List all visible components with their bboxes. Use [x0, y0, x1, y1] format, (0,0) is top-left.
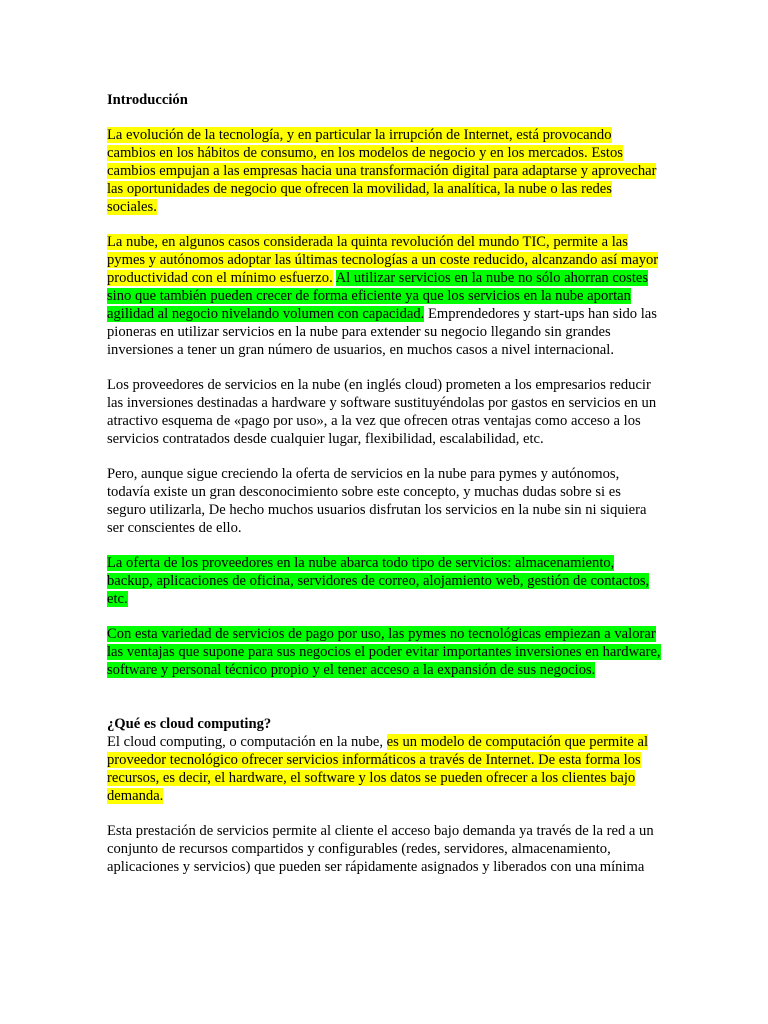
spacer — [107, 537, 663, 554]
highlight-yellow: La evolución de la tecnología, y en particular la irrupción de Internet, está provocando cambios en los hábitos de consumo, en los modelos de negocio y en los mercados. Estos cambios empujan a las empresas hacia una transformación digital para adaptarse y aprovechar las oportunidades de negocio que ofrecen la movilidad, la analítica, la nube o las redes sociales. — [107, 127, 657, 215]
spacer — [107, 216, 663, 233]
plain-text: Emprendedores y start-ups han sido las pioneras en utilizar servicios en la nube para extender su negocio llegando sin grandes inversiones a tener un gran número de usuarios, en muchos casos a nivel internacional. — [107, 306, 657, 358]
paragraph-prestacion: Esta prestación de servicios permite al cliente el acceso bajo demanda ya través de la red a un conjunto de recursos compartidos y configurables (redes, servidores, almacenamiento, aplicaciones y servicios) que pueden ser rápidamente asignados y liberados con una mínima — [107, 823, 654, 875]
heading-que-es-cloud-computing: ¿Qué es cloud computing? — [107, 716, 272, 732]
highlight-yellow: es un modelo de computación que permite al proveedor tecnológico ofrecer servicios informáticos a través de Internet. De esta forma los recursos, es decir, el hardware, el software y los datos se pueden ofrecer a los clientes bajo demanda. — [107, 734, 649, 804]
spacer — [107, 448, 663, 465]
highlight-green: Con esta variedad de servicios de pago por uso, las pymes no tecnológicas empiezan a valorar las ventajas que supone para sus negocios el poder evitar importantes inversiones en hardware, software y personal técnico propio y el tener acceso a la expansión de sus negocios. — [107, 626, 661, 678]
document-page — [107, 91, 663, 876]
spacer — [107, 359, 663, 376]
spacer — [107, 805, 663, 822]
plain-text: El cloud computing, o computación en la nube, — [107, 734, 387, 750]
highlight-green: Al utilizar servicios en la nube no sólo ahorran costes sino que también pueden crecer de forma eficiente ya que los servicios en la nube aportan agilidad al negocio nivelando volumen con capacidad. — [107, 270, 649, 322]
paragraph-pero: Pero, aunque sigue creciendo la oferta de servicios en la nube para pymes y autónomos, todavía existe un gran desconocimiento sobre este concepto, y muchas dudas sobre si es seguro utilizarla, De hecho muchos usuarios disfrutan los servicios en la nube sin ni siquiera ser conscientes de ello. — [107, 466, 647, 536]
heading-introduccion: Introducción — [107, 92, 188, 108]
paragraph-oferta — [107, 554, 663, 608]
spacer — [107, 109, 663, 126]
paragraph-cloud-computing — [107, 733, 663, 805]
highlight-yellow: La nube, en algunos casos considerada la quinta revolución del mundo TIC, permite a las pymes y autónomos adoptar las últimas tecnologías a un coste reducido, alcanzando así mayor productividad con el mínimo esfuerzo. — [107, 234, 659, 286]
spacer — [107, 608, 663, 625]
spacer — [107, 679, 663, 715]
highlight-green: La oferta de los proveedores en la nube abarca todo tipo de servicios: almacenamiento, backup, aplicaciones de oficina, servidores de correo, alojamiento web, gestión de contactos, etc. — [107, 555, 650, 607]
paragraph-la-nube — [107, 233, 663, 359]
paragraph-evolucion — [107, 126, 663, 216]
paragraph-variedad — [107, 625, 663, 679]
paragraph-proveedores: Los proveedores de servicios en la nube (en inglés cloud) prometen a los empresarios reducir las inversiones destinadas a hardware y software sustituyéndolas por gastos en servicios en un atractivo esquema de «pago por uso», a la vez que ofrecen otras ventajas como acceso a los servicios contratados desde cualquier lugar, flexibilidad, escalabilidad, etc. — [107, 377, 657, 447]
